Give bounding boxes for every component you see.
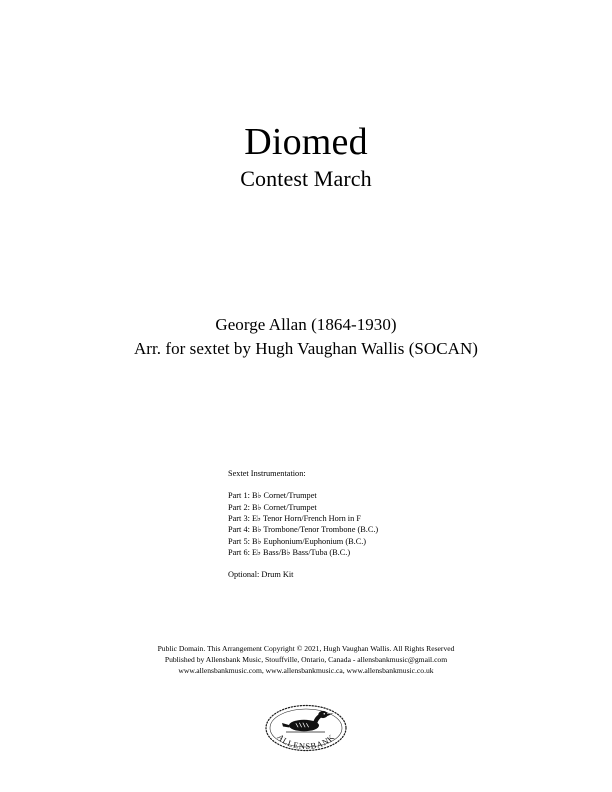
part-label: Part 5:: [228, 536, 250, 546]
part-label: Part 3:: [228, 514, 250, 523]
part-key: B♭: [251, 502, 262, 512]
instrumentation-list: [228, 490, 528, 558]
part-key: B♭: [251, 525, 262, 535]
list-item: [228, 490, 528, 501]
publisher-line: Published by Allensbank Music, Stouffville, Ontario, Canada - allensbankmusic@gmail.com: [164, 655, 448, 665]
part-key: B♭: [251, 491, 262, 501]
part-label: Part 4:: [228, 525, 250, 535]
part-instrument: Euphonium/Euphonium (B.C.): [263, 536, 367, 546]
part-label: Part 1:: [228, 491, 250, 501]
list-item: [228, 524, 528, 535]
part-key: B♭: [251, 536, 262, 546]
arranger-credit: Arr. for sextet by Hugh Vaughan Wallis (SOCAN): [133, 339, 479, 359]
allensbank-logo-icon: [263, 703, 349, 753]
part-instrument: Trombone/Tenor Trombone (B.C.): [263, 525, 379, 535]
part-instrument: Tenor Horn/French Horn in F: [262, 514, 361, 523]
part-key: E♭: [251, 548, 261, 558]
title-block: [0, 122, 612, 191]
list-item: [228, 547, 528, 558]
part-instrument: Bass/B♭ Bass/Tuba (B.C.): [263, 548, 351, 558]
list-item: [228, 536, 528, 547]
svg-text:ALLENSBANK: [275, 732, 336, 751]
part-label: Part 6:: [228, 548, 250, 558]
stamp-wordmark: ALLENSBANK: [275, 731, 337, 752]
list-item: [228, 502, 528, 513]
part-label: Part 2:: [228, 502, 250, 512]
optional-instrument-line: Optional: Drum Kit: [228, 570, 294, 580]
page-subtitle: Contest March: [240, 166, 372, 192]
copyright-line: Public Domain. This Arrangement Copyright © 2021, Hugh Vaughan Wallis. All Rights Reserved: [157, 644, 455, 653]
part-instrument: Cornet/Trumpet: [263, 491, 317, 501]
list-item: [228, 513, 528, 524]
publisher-stamp: [0, 703, 612, 758]
copyright-footer: [0, 643, 612, 676]
instrumentation-heading: Sextet Instrumentation:: [228, 469, 306, 478]
credits-block: [0, 313, 612, 361]
website-line: www.allensbankmusic.com, www.allensbankmusic.ca, www.allensbankmusic.co.uk: [178, 666, 434, 676]
part-instrument: Cornet/Trumpet: [263, 502, 317, 512]
page-title: Diomed: [244, 121, 368, 163]
part-key: E♭: [251, 514, 261, 523]
instrumentation-block: [228, 468, 528, 581]
composer-credit: George Allan (1864-1930): [215, 315, 397, 334]
